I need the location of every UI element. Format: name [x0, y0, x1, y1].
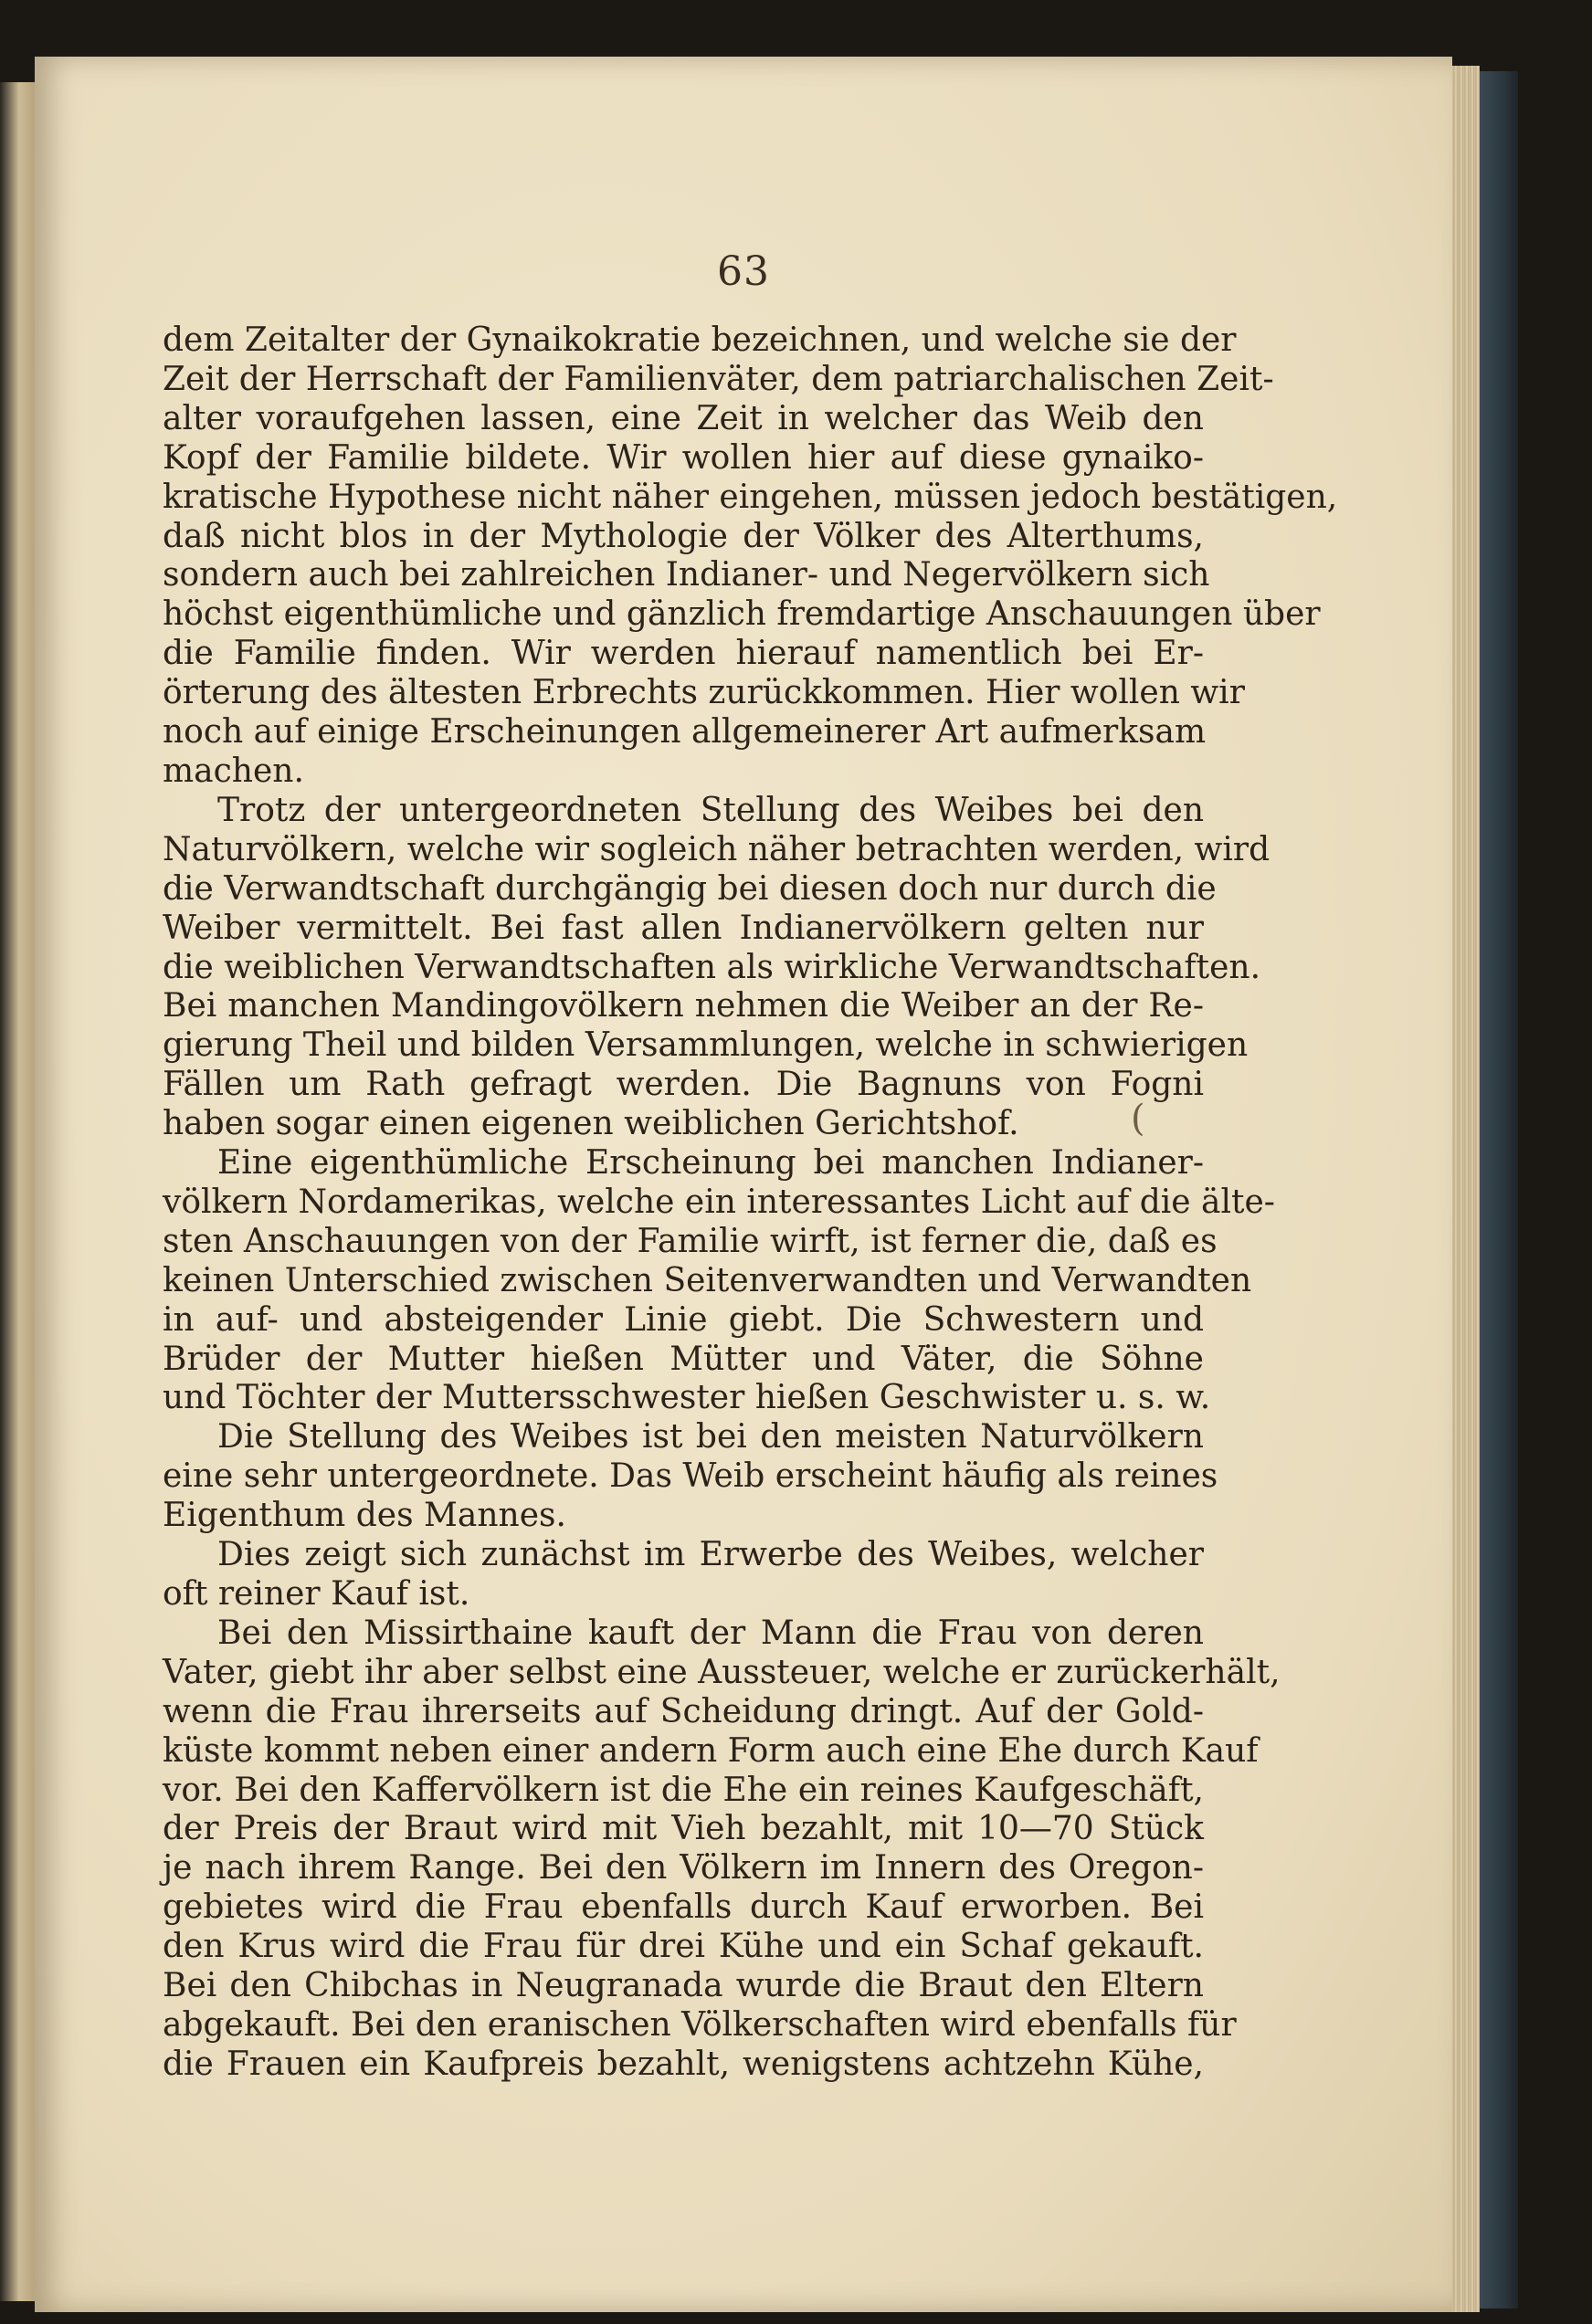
text-line: Bei den Chibchas in Neugranada wurde die Braut den Eltern: [163, 1967, 1204, 2005]
text-line: Die Stellung des Weibes ist bei den meisten Naturvölkern: [217, 1418, 1204, 1456]
text-line: noch auf einige Erscheinungen allgemeinerer Art aufmerksam: [163, 713, 1207, 752]
text-line: in auf- und absteigender Linie giebt. Die Schwestern und: [163, 1300, 1204, 1339]
text-line: sondern auch bei zahlreichen Indianer- und Negervölkern sich: [163, 556, 1210, 594]
text-line: Eine eigenthümliche Erscheinung bei manchen Indianer-: [217, 1144, 1204, 1183]
text-line: eine sehr untergeordnete. Das Weib erscheint häufig als reines: [163, 1457, 1218, 1496]
text-line: vor. Bei den Kaffervölkern ist die Ehe ein reines Kaufgeschäft,: [163, 1771, 1204, 1809]
page-number: 63: [717, 248, 770, 295]
text-line: daß nicht blos in der Mythologie der Völker des Alterthums,: [163, 517, 1204, 555]
text-line: küste kommt neben einer andern Form auch eine Ehe durch Kauf: [163, 1731, 1259, 1770]
text-line: Bei manchen Mandingovölkern nehmen die Weiber an der Re-: [163, 987, 1204, 1025]
previous-page-edge: [0, 82, 35, 2301]
text-line: Vater, giebt ihr aber selbst eine Aussteuer, welche er zurückerhält,: [163, 1653, 1281, 1691]
text-line: Naturvölkern, welche wir sogleich näher betrachten werden, wird: [163, 830, 1270, 868]
margin-mark: (: [1131, 1098, 1145, 1140]
text-line: kratische Hypothese nicht näher eingehen, müssen jedoch bestätigen,: [163, 478, 1338, 516]
book-cover-edge: [1480, 71, 1518, 2308]
text-line: Kopf der Familie bildete. Wir wollen hier auf diese gynaiko-: [163, 438, 1204, 477]
text-line: haben sogar einen eigenen weiblichen Gerichtshof.: [163, 1105, 1019, 1143]
text-line: völkern Nordamerikas, welche ein interessantes Licht auf die älte-: [163, 1183, 1275, 1221]
text-line: örterung des ältesten Erbrechts zurückkommen. Hier wollen wir: [163, 674, 1245, 712]
text-line: oft reiner Kauf ist.: [163, 1575, 470, 1613]
text-line: sten Anschauungen von der Familie wirft, ist ferner die, daß es: [163, 1222, 1218, 1260]
text-line: dem Zeitalter der Gynaikokratie bezeichnen, und welche sie der: [163, 321, 1237, 359]
page-edges: [1452, 66, 1480, 2312]
text-line: Weiber vermittelt. Bei fast allen Indianervölkern gelten nur: [163, 909, 1204, 947]
text-line: der Preis der Braut wird mit Vieh bezahlt, mit 10—70 Stück: [163, 1810, 1204, 1848]
text-line: Dies zeigt sich zunächst im Erwerbe des Weibes, welcher: [217, 1536, 1204, 1574]
text-line: gierung Theil und bilden Versammlungen, welche in schwierigen: [163, 1026, 1249, 1065]
body-text: [163, 321, 1338, 2085]
text-line: Brüder der Mutter hießen Mütter und Väter, die Söhne: [163, 1340, 1204, 1378]
text-line: Trotz der untergeordneten Stellung des Weibes bei den: [217, 791, 1204, 829]
text-line: alter voraufgehen lassen, eine Zeit in welcher das Weib den: [163, 399, 1204, 437]
text-line: die Familie finden. Wir werden hierauf namentlich bei Er-: [163, 635, 1204, 673]
text-line: Fällen um Rath gefragt werden. Die Bagnuns von Fogni: [163, 1066, 1204, 1104]
text-line: höchst eigenthümliche und gänzlich fremdartige Anschauungen über: [163, 595, 1321, 634]
text-line: gebietes wird die Frau ebenfalls durch Kauf erworben. Bei: [163, 1888, 1204, 1927]
text-line: Bei den Missirthaine kauft der Mann die Frau von deren: [217, 1614, 1204, 1652]
text-line: je nach ihrem Range. Bei den Völkern im Innern des Oregon-: [163, 1849, 1204, 1888]
text-line: keinen Unterschied zwischen Seitenverwandten und Verwandten: [163, 1261, 1252, 1299]
text-line: die weiblichen Verwandtschaften als wirkliche Verwandtschaften.: [163, 948, 1261, 986]
book-page: [35, 57, 1452, 2312]
text-line: den Krus wird die Frau für drei Kühe und ein Schaf gekauft.: [163, 1928, 1204, 1966]
text-line: abgekauft. Bei den eranischen Völkerschaften wird ebenfalls für: [163, 2005, 1237, 2044]
text-line: Zeit der Herrschaft der Familienväter, dem patriarchalischen Zeit-: [163, 360, 1274, 398]
text-line: Eigenthum des Mannes.: [163, 1497, 566, 1535]
text-line: die Frauen ein Kaufpreis bezahlt, wenigstens achtzehn Kühe,: [163, 2045, 1204, 2083]
text-line: die Verwandtschaft durchgängig bei diesen doch nur durch die: [163, 869, 1217, 908]
text-line: machen.: [163, 752, 304, 790]
text-line: und Töchter der Muttersschwester hießen Geschwister u. s. w.: [163, 1379, 1211, 1417]
text-line: wenn die Frau ihrerseits auf Scheidung dringt. Auf der Gold-: [163, 1692, 1204, 1730]
